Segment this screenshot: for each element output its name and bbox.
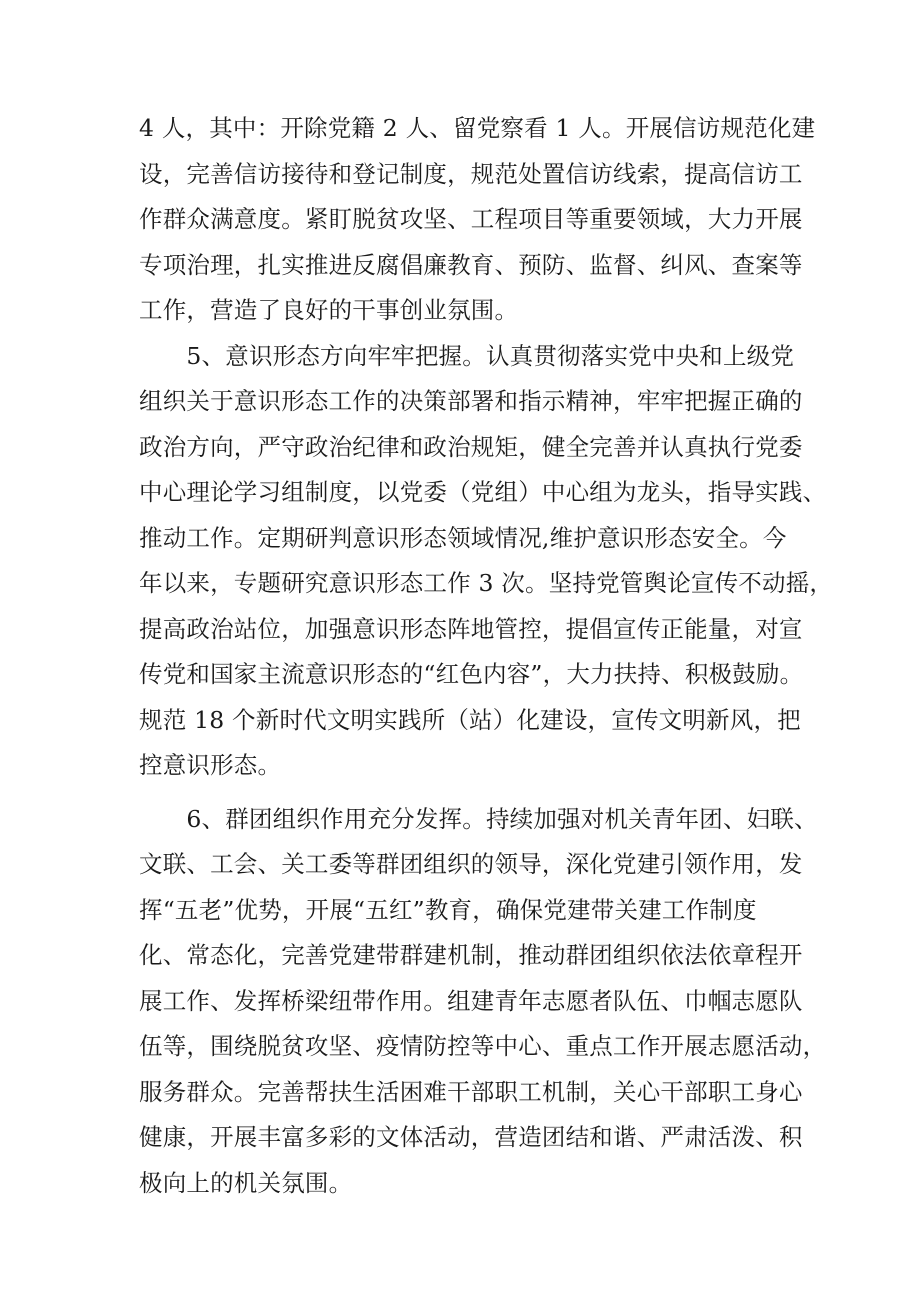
text-line: 健康，开展丰富多彩的文体活动，营造团结和谐、严肃活泼、积 bbox=[139, 1123, 803, 1151]
text-line: 政治方向，严守政治纪律和政治规矩，健全完善并认真执行党委 bbox=[139, 432, 803, 461]
text-line: 工作，营造了良好的干事创业氛围。 bbox=[139, 296, 519, 324]
document-page bbox=[139, 106, 834, 1206]
paragraph-gap bbox=[139, 789, 789, 797]
text-line: 提高政治站位，加强意识形态阵地管控，提倡宣传正能量，对宣 bbox=[139, 614, 803, 643]
text-line: 6、群团组织作用充分发挥。持续加强对机关青年团、妇联、 bbox=[139, 804, 818, 833]
paragraph-ideology bbox=[139, 334, 834, 789]
text-line: 推动工作。定期研判意识形态领域情况,维护意识形态安全。今 bbox=[139, 523, 787, 552]
text-line: 5、意识形态方向牢牢把握。认真贯彻落实党中央和上级党 bbox=[139, 341, 795, 370]
text-line: 伍等，围绕脱贫攻坚、疫情防控等中心、重点工作开展志愿活动， bbox=[139, 1032, 827, 1060]
text-line: 传党和国家主流意识形态的“红色内容”，大力扶持、积极鼓励。 bbox=[139, 660, 804, 688]
text-line: 中心理论学习组制度，以党委（党组）中心组为龙头，指导实践、 bbox=[139, 478, 827, 506]
text-line: 规范 18 个新时代文明实践所（站）化建设，宣传文明新风，把 bbox=[139, 705, 801, 734]
text-line: 展工作、发挥桥梁纽带作用。组建青年志愿者队伍、巾帼志愿队 bbox=[139, 986, 803, 1015]
text-line: 文联、工会、关工委等群团组织的领导，深化党建引领作用，发 bbox=[139, 850, 803, 878]
text-line: 极向上的机关氛围。 bbox=[139, 1168, 353, 1197]
text-line: 专项治理，扎实推进反腐倡廉教育、预防、监督、纠风、查案等 bbox=[139, 250, 803, 279]
text-line: 设，完善信访接待和登记制度，规范处置信访线索，提高信访工 bbox=[139, 159, 803, 188]
text-line: 组织关于意识形态工作的决策部署和指示精神，牢牢把握正确的 bbox=[139, 387, 803, 415]
text-line: 4 人，其中：开除党籍 2 人、留党察看 1 人。开展信访规范化建 bbox=[139, 114, 816, 142]
text-line: 作群众满意度。紧盯脱贫攻坚、工程项目等重要领域，大力开展 bbox=[139, 205, 803, 233]
paragraph-mass-organizations bbox=[139, 797, 827, 1207]
text-line: 服务群众。完善帮扶生活困难干部职工机制，关心干部职工身心 bbox=[139, 1077, 803, 1106]
text-line: 年以来，专题研究意识形态工作 3 次。坚持党管舆论宣传不动摇， bbox=[139, 569, 834, 597]
text-line: 化、常态化，完善党建带群建机制，推动群团组织依法依章程开 bbox=[139, 941, 803, 969]
text-line: 挥“五老”优势，开展“五红”教育，确保党建带关建工作制度 bbox=[139, 895, 757, 924]
paragraph-discipline-continued bbox=[139, 106, 816, 334]
text-line: 控意识形态。 bbox=[139, 751, 282, 779]
